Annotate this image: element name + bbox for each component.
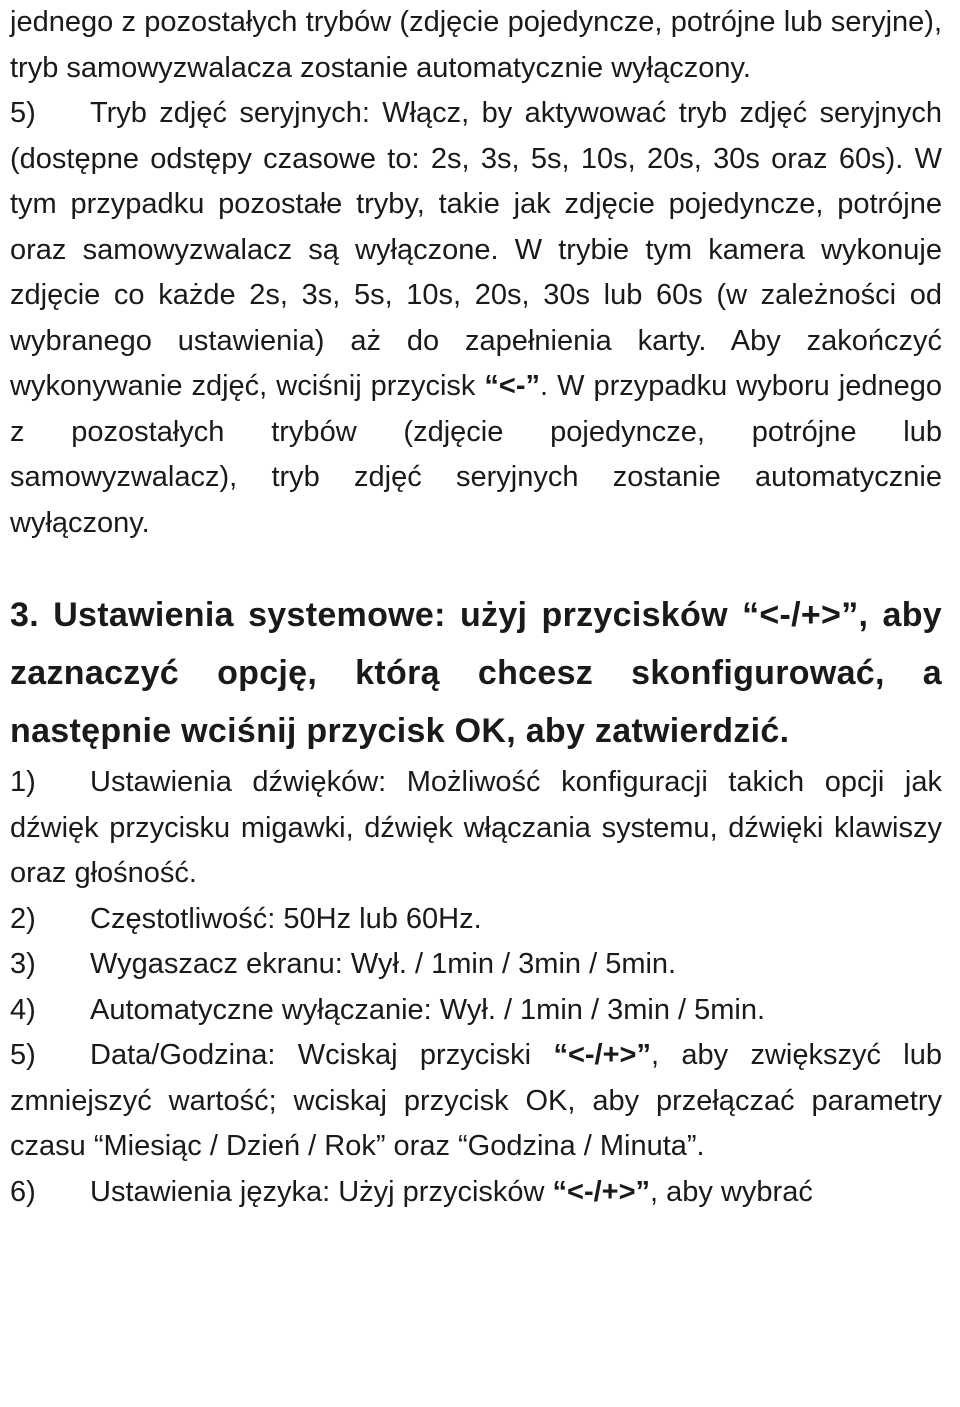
list-item bbox=[10, 897, 942, 943]
datetime-item bbox=[10, 1033, 942, 1170]
intro-paragraph: jednego z pozostałych trybów (zdjęcie pojedyncze, potrójne lub seryjne), tryb samowyzwalacza zostanie automatycznie wyłączony. bbox=[10, 6, 942, 84]
language-text-b: , aby wybrać bbox=[650, 1175, 813, 1208]
list-item bbox=[10, 988, 942, 1034]
burst-mode-item bbox=[10, 91, 942, 546]
datetime-text-a: Data/Godzina: Wciskaj przyciski bbox=[90, 1039, 554, 1071]
section-gap bbox=[10, 546, 942, 586]
list-text: Automatyczne wyłączanie: Wył. / 1min / 3min / 5min. bbox=[90, 993, 766, 1026]
manual-page bbox=[10, 0, 942, 1215]
burst-text-b: . W przypadku wyboru jednego z pozostałych trybów (zdjęcie pojedyncze, potrójne lub samowyzwalacz), tryb zdjęć seryjnych zostanie automatycznie wyłączony. bbox=[10, 370, 942, 539]
section-heading: 3. Ustawienia systemowe: użyj przycisków “<-/+>”, aby zaznaczyć opcję, którą chcesz skonfigurować, a następnie wciśnij przycisk OK, aby zatwierdzić. bbox=[10, 596, 942, 750]
key-minus-plus: “<-/+>” bbox=[553, 1039, 651, 1071]
list-number: 3) bbox=[10, 948, 36, 980]
list-number: 5) bbox=[10, 97, 36, 129]
key-minus-plus: “<-/+>” bbox=[552, 1175, 651, 1208]
list-number: 6) bbox=[10, 1175, 36, 1208]
list-text: Częstotliwość: 50Hz lub 60Hz. bbox=[90, 902, 482, 935]
list-number: 2) bbox=[10, 902, 36, 935]
settings-list bbox=[10, 760, 942, 1215]
list-number: 5) bbox=[10, 1039, 36, 1071]
list-text: Ustawienia dźwięków: Możliwość konfiguracji takich opcji jak dźwięk przycisku migawki, dźwięk włączania systemu, dźwięki klawiszy oraz głośność. bbox=[10, 766, 942, 889]
language-text-a: Ustawienia języka: Użyj przycisków bbox=[90, 1175, 553, 1208]
list-item bbox=[10, 942, 942, 988]
burst-text-a: Tryb zdjęć seryjnych: Włącz, by aktywować tryb zdjęć seryjnych (dostępne odstępy czasowe to: 2s, 3s, 5s, 10s, 20s, 30s oraz 60s). W tym przypadku pozostałe tryby, takie jak zdjęcie pojedyncze, potrójne oraz samowyzwalacz są wyłączone. W trybie tym kamera wykonuje zdjęcie co każde 2s, 3s, 5s, 10s, 20s, 30s lub 60s (w zależności od wybranego ustawienia) aż do zapełnienia karty. Aby zakończyć wykonywanie zdjęć, wciśnij przycisk bbox=[10, 97, 942, 402]
language-item bbox=[10, 1170, 942, 1216]
datetime-text-b: , aby zwiększyć lub zmniejszyć wartość; wciskaj przycisk OK, aby przełączać parametry czasu “Miesiąc / Dzień / Rok” oraz “Godzina / Minuta”. bbox=[10, 1039, 942, 1162]
key-back: “<-” bbox=[484, 370, 541, 402]
list-item bbox=[10, 760, 942, 897]
list-number: 1) bbox=[10, 766, 36, 798]
list-number: 4) bbox=[10, 993, 36, 1026]
list-text: Wygaszacz ekranu: Wył. / 1min / 3min / 5min. bbox=[90, 948, 677, 980]
